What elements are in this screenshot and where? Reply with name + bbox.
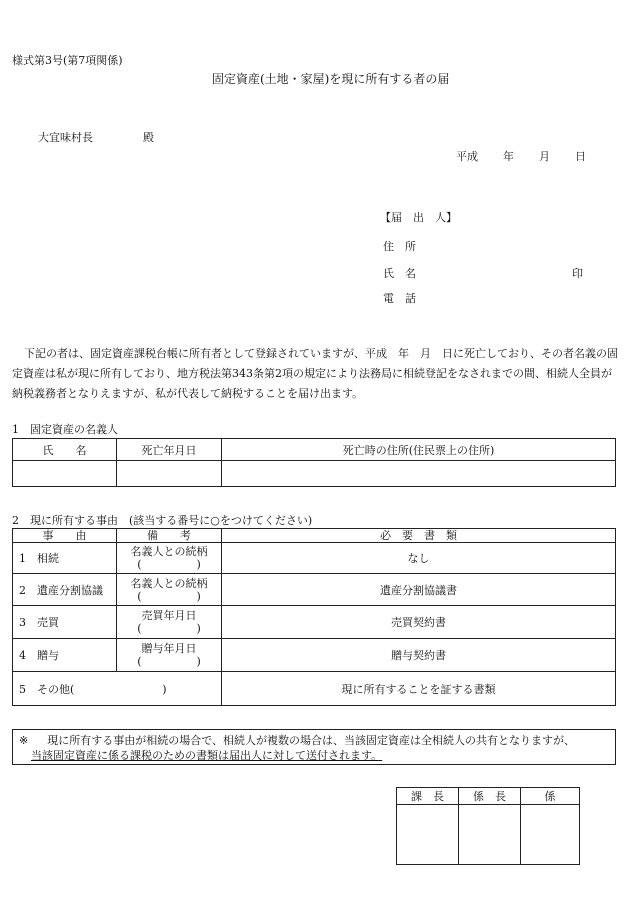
approval-stamp-subchief[interactable] (459, 805, 521, 865)
table-row[interactable] (13, 574, 616, 606)
date-year: 年 (503, 150, 514, 163)
addressee: 大宜味村長 (38, 131, 93, 144)
reason-cell: 1 相続 (13, 543, 117, 574)
owner-address-cell[interactable] (222, 461, 616, 487)
approval-stamp-table (396, 787, 580, 865)
remark-cell: 贈与年月日 ( ) (117, 639, 222, 672)
seal-mark: 印 (572, 267, 583, 280)
date-line (456, 148, 586, 164)
owner-table (12, 438, 616, 487)
table-row[interactable] (13, 606, 616, 639)
reason-cell: 3 売買 (13, 606, 117, 639)
document-cell: なし (222, 543, 616, 574)
document-title: 固定資産(土地・家屋)を現に所有する者の届 (212, 72, 450, 86)
declaration-text: 下記の者は、固定資産課税台帳に所有者として登録されていますが、平成 年 月 日に死亡しており、その者名義の固定資産は私が現に所有しており、地方税法第343条第2項の規定により法務局に相続登記をなされまでの間、相続人全員が納税義務者となりえますが、私が代表して納税することを届け出ます。 (12, 347, 618, 400)
date-era: 平成 (456, 150, 478, 163)
approval-stamp-chief[interactable] (397, 805, 459, 865)
note-box (12, 729, 616, 765)
reason-cell: 4 贈与 (13, 639, 117, 672)
table-row[interactable] (13, 639, 616, 672)
note-text-2: 当該固定資産に係る課税のための書類は届出人に対して送付されます。 (31, 749, 383, 762)
honorific: 殿 (143, 131, 154, 144)
note-line-2 (19, 748, 609, 763)
reason-col-documents: 必 要 書 類 (222, 529, 616, 543)
approval-col-subchief: 係 長 (459, 788, 521, 805)
date-month: 月 (539, 150, 550, 163)
reason-col-remark: 備 考 (117, 529, 222, 543)
approval-col-chief: 課 長 (397, 788, 459, 805)
table-row[interactable] (13, 543, 616, 574)
remark-cell: 名義人との続柄 ( ) (117, 574, 222, 606)
note-text-1: 現に所有する事由が相続の場合で、相続人が複数の場合は、当該固定資産は全相続人の共有となりますが、 (47, 734, 575, 747)
applicant-name-label: 氏 名 (383, 267, 416, 280)
document-cell: 現に所有することを証する書類 (222, 672, 616, 706)
owner-death-date-cell[interactable] (117, 461, 222, 487)
owner-col-address: 死亡時の住所(住民票上の住所) (222, 439, 616, 461)
reason-cell: 2 遺産分割協議 (13, 574, 117, 606)
note-mark: ※ (19, 734, 29, 747)
applicant-address-label: 住 所 (383, 240, 416, 253)
form-number: 様式第3号(第7項関係) (12, 54, 123, 67)
owner-col-death-date: 死亡年月日 (117, 439, 222, 461)
section2-heading: 2 現に所有する事由 (該当する番号に○をつけてください) (12, 514, 313, 527)
document-cell: 売買契約書 (222, 606, 616, 639)
table-row[interactable] (13, 672, 616, 706)
remark-cell: 名義人との続柄 ( ) (117, 543, 222, 574)
owner-col-name: 氏 名 (13, 439, 117, 461)
reason-col-reason: 事 由 (13, 529, 117, 543)
applicant-phone-label: 電 話 (383, 292, 416, 305)
owner-name-cell[interactable] (13, 461, 117, 487)
document-cell: 遺産分割協議書 (222, 574, 616, 606)
remark-cell: 売買年月日 ( ) (117, 606, 222, 639)
date-day: 日 (575, 150, 586, 163)
document-cell: 贈与契約書 (222, 639, 616, 672)
approval-col-staff: 係 (521, 788, 580, 805)
reason-table (12, 528, 616, 706)
section1-heading: 1 固定資産の名義人 (12, 423, 118, 436)
approval-stamp-staff[interactable] (521, 805, 580, 865)
applicant-heading: 【届 出 人】 (380, 211, 457, 224)
note-line-1 (19, 733, 609, 748)
reason-cell-other: 5 その他( ) (13, 672, 222, 706)
